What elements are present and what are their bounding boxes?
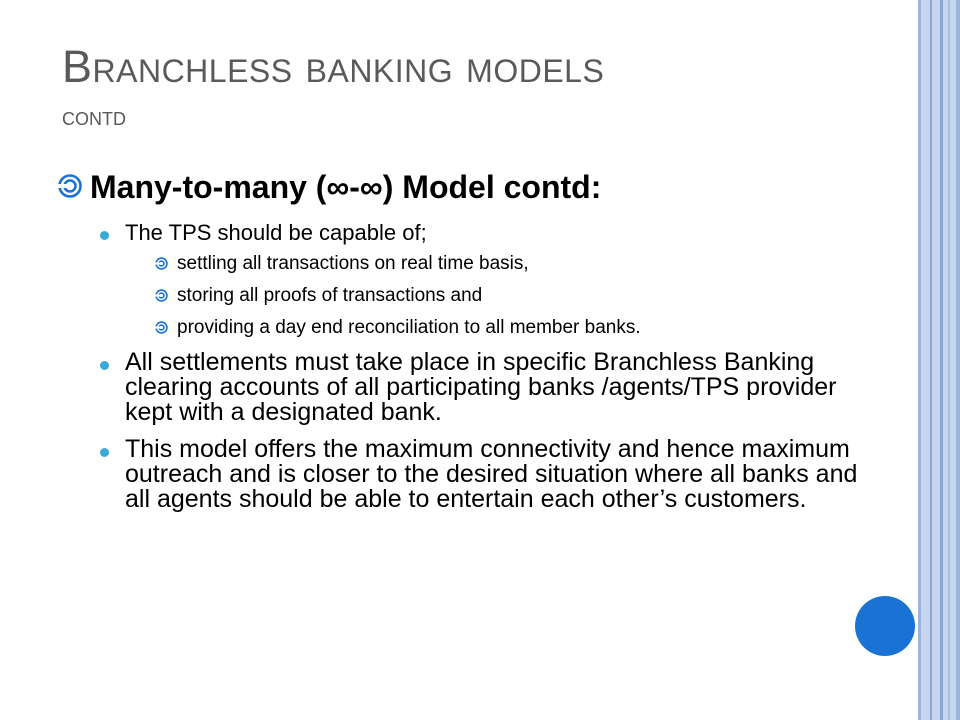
eye-swirl-icon xyxy=(155,257,168,270)
point-text: All settlements must take place in specific Branchless Banking clearing accounts of all participating banks /agents/TPS provider kept with a designated bank. xyxy=(125,348,837,426)
slide-content xyxy=(58,165,858,524)
border-stripe xyxy=(956,0,960,720)
eye-swirl-icon xyxy=(155,289,168,302)
point-text: This model offers the maximum connectivity and hence maximum outreach and is closer to the desired situation where all banks and all agents should be able to entertain each other’s customers. xyxy=(125,435,858,513)
subpoint-text: providing a day end reconciliation to all member banks. xyxy=(177,317,641,338)
bullet-dot-icon xyxy=(100,361,109,370)
bullet-dot-icon xyxy=(100,448,109,457)
eye-swirl-icon xyxy=(58,174,82,198)
border-stripe xyxy=(930,0,932,720)
slide-title-sub: contd xyxy=(62,101,126,131)
list-item xyxy=(96,350,858,425)
heading-text: Many-to-many (∞-∞) Model contd: xyxy=(90,169,602,205)
subpoint-text: storing all proofs of transactions and xyxy=(177,285,483,306)
eye-swirl-icon xyxy=(155,321,168,334)
point-text: The TPS should be capable of; xyxy=(125,220,427,245)
list-item xyxy=(155,317,858,338)
list-item xyxy=(155,285,858,306)
subpoint-text: settling all transactions on real time basis, xyxy=(177,253,529,274)
list-item xyxy=(96,437,858,512)
border-stripe xyxy=(918,0,921,720)
heading-bullet-item xyxy=(58,165,858,209)
list-item xyxy=(155,253,858,274)
border-stripe xyxy=(940,0,943,720)
decorative-circle xyxy=(855,596,915,656)
bullet-dot-icon xyxy=(100,231,109,240)
slide-title xyxy=(62,41,605,131)
decorative-right-border xyxy=(918,0,960,720)
slide-title-main: Branchless banking models xyxy=(62,41,605,92)
list-item xyxy=(96,221,858,338)
subpoints-list xyxy=(155,253,858,338)
border-stripe xyxy=(948,0,950,720)
points-list xyxy=(96,221,858,512)
